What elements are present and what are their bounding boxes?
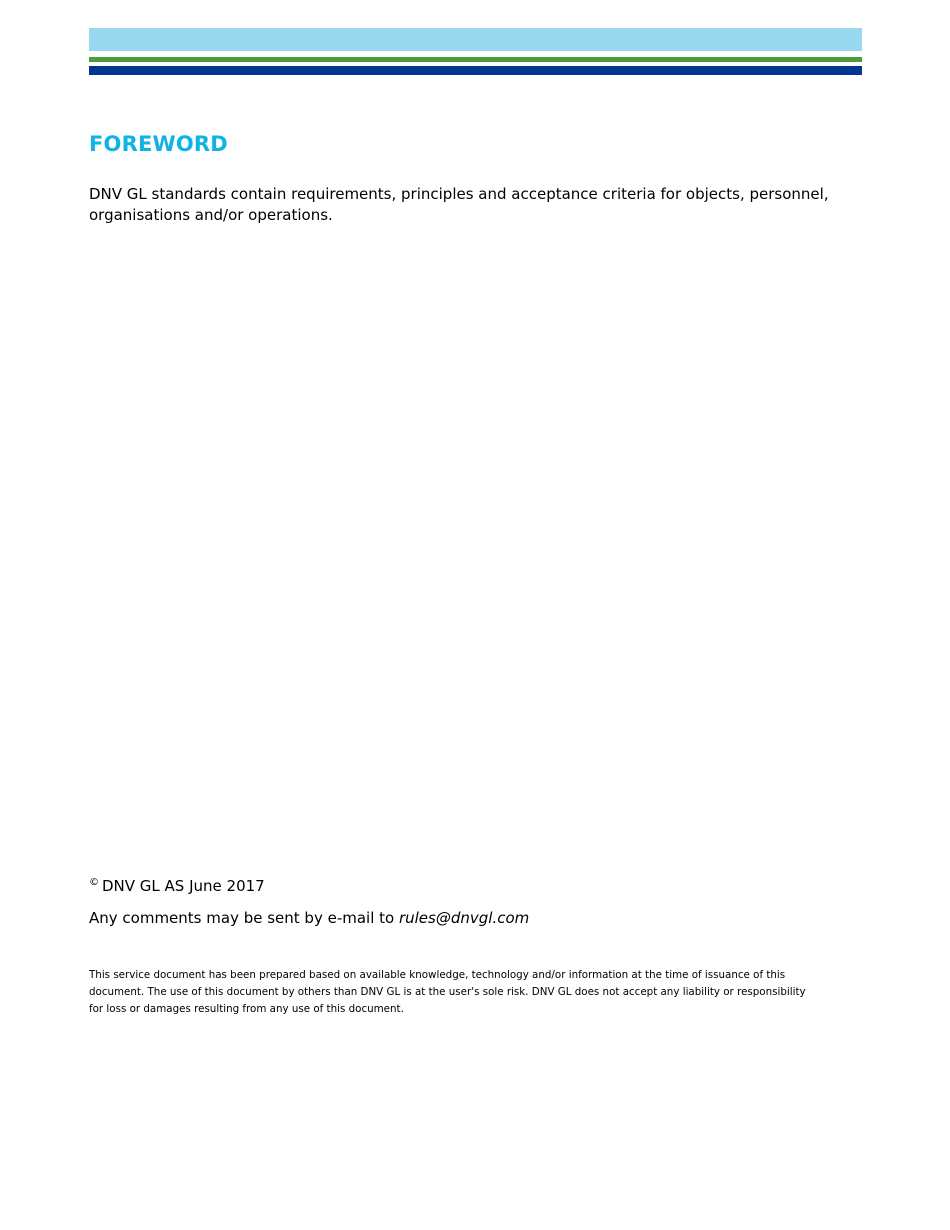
comments-text: Any comments may be sent by e-mail to <box>89 909 399 927</box>
header-band-dark-blue <box>89 66 862 75</box>
intro-line: DNV GL standards contain requirements, principles and acceptance criteria for objects, personnel, <box>89 185 829 203</box>
disclaimer-line: document. The use of this document by others than DNV GL is at the user's sole risk. DNV GL does not accept any liability or responsibility <box>89 986 806 998</box>
copyright-text: DNV GL AS June 2017 <box>102 877 265 895</box>
email-link[interactable]: rules@dnvgl.com <box>398 909 530 927</box>
header-band-green <box>89 57 862 62</box>
disclaimer-line: for loss or damages resulting from any use of this document. <box>89 1003 404 1015</box>
copyright-notice <box>89 877 265 895</box>
intro-paragraph <box>89 184 829 226</box>
intro-line: organisations and/or operations. <box>89 206 333 224</box>
header-band-light-blue <box>89 28 862 51</box>
disclaimer-line: This service document has been prepared based on available knowledge, technology and/or information at the time of issuance of this <box>89 969 786 981</box>
page-title: FOREWORD <box>89 132 228 156</box>
disclaimer <box>89 967 806 1018</box>
copyright-symbol: © <box>89 877 99 888</box>
comments-line <box>89 909 529 927</box>
